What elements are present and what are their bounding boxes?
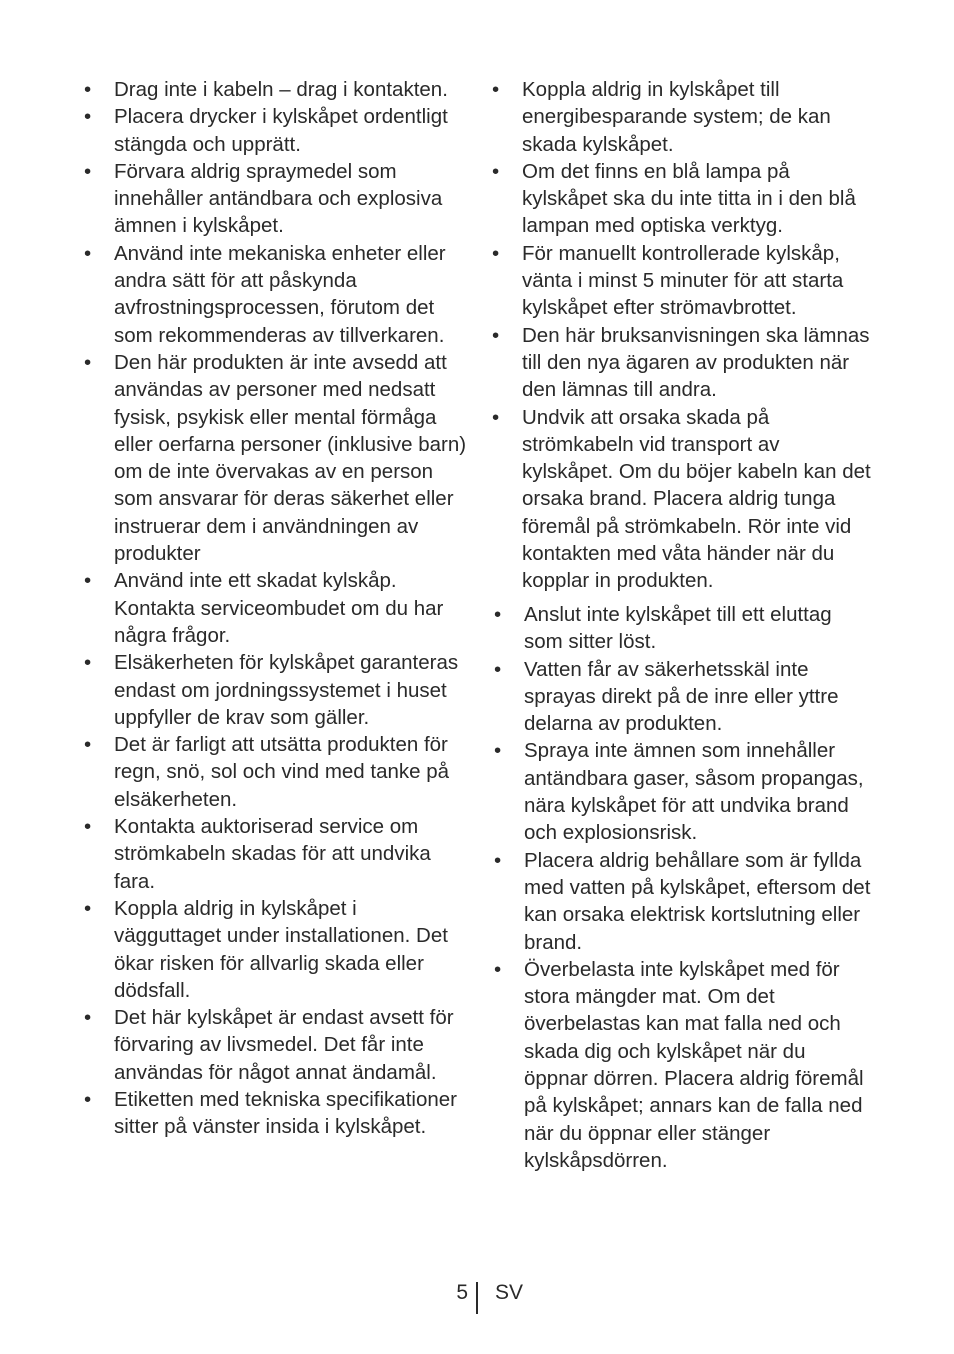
list-item-text: Det är farligt att utsätta produkten för regn, snö, sol och vind med tanke på elsäkerheten. [114, 733, 450, 811]
list-item-text: Vatten får av säkerhetsskäl inte sprayas direkt på de inre eller yttre delarna av produkten. [524, 657, 839, 736]
bullet-icon: • [494, 957, 502, 981]
bullet-icon: • [84, 896, 92, 920]
bullet-icon: • [84, 1006, 92, 1030]
page-footer [0, 1278, 954, 1318]
list-item-text: Placera drycker i kylskåpet ordentligt stängda och upprätt. [114, 105, 448, 156]
footer-divider [476, 1282, 478, 1314]
bullet-icon: • [84, 159, 92, 183]
bullet-icon: • [84, 815, 92, 839]
list-item [492, 322, 872, 404]
list-item-text: Om det finns en blå lampa på kylskåpet ska du inte titta in i den blå lampan med optiska verktyg. [522, 159, 856, 238]
bullet-icon: • [84, 733, 92, 757]
bullet-icon: • [492, 159, 500, 183]
bullet-icon: • [494, 657, 502, 681]
bullet-icon: • [84, 78, 92, 101]
list-item [492, 158, 872, 240]
left-bullet-list [84, 76, 469, 1141]
list-item [494, 601, 874, 656]
list-item-text: Koppla aldrig in kylskåpet i vägguttaget under installationen. Det ökar risken för allvarlig skada eller dödsfall. [114, 896, 448, 1002]
list-item [494, 847, 874, 956]
right-bullet-list-bottom [494, 601, 874, 1174]
list-item [494, 737, 874, 846]
list-item [84, 103, 469, 158]
list-item-text: Den här produkten är inte avsedd att användas av personer med nedsatt fysisk, psykisk eller mental förmåga eller oerfarna personer (inklusive barn) om de inte övervakas av en person som ansvarar för deras säkerhet eller instruerar dem i användningen av produkter [114, 350, 467, 566]
bullet-icon: • [84, 105, 92, 129]
list-item-text: För manuellt kontrollerade kylskåp, vänta i minst 5 minuter för att starta kylskåpet efter strömavbrottet. [522, 241, 844, 320]
list-item [84, 1004, 469, 1086]
language-code: SV [495, 1281, 524, 1304]
list-item-text: Drag inte i kabeln – drag i kontakten. [114, 78, 448, 101]
list-item [494, 956, 874, 1174]
bullet-icon: • [492, 241, 500, 265]
list-item [84, 567, 469, 649]
bullet-icon: • [494, 739, 502, 763]
list-item [84, 895, 469, 1004]
list-item-text: Använd inte mekaniska enheter eller andra sätt för att påskynda avfrostningsprocessen, förutom det som rekommenderas av tillverkaren. [114, 241, 446, 347]
list-item [84, 158, 469, 240]
page-number: 5 [456, 1281, 468, 1304]
list-item [84, 240, 469, 349]
list-item-text: Placera aldrig behållare som är fyllda med vatten på kylskåpet, eftersom det kan orsaka elektrisk kortslutning eller brand. [524, 848, 871, 954]
list-item [84, 76, 469, 103]
list-item-text: Förvara aldrig spraymedel som innehåller antändbara och explosiva ämnen i kylskåpet. [114, 159, 443, 238]
list-item [84, 731, 469, 813]
list-item [494, 656, 874, 738]
list-item [492, 76, 872, 158]
list-item-text: Använd inte ett skadat kylskåp. Kontakta serviceombudet om du har några frågor. [114, 569, 444, 647]
list-item-text: Etiketten med tekniska specifikationer sitter på vänster insida i kylskåpet. [114, 1087, 457, 1139]
right-bullet-list-top [492, 76, 872, 595]
list-item [84, 813, 469, 895]
bullet-icon: • [492, 78, 500, 101]
bullet-icon: • [494, 848, 502, 872]
list-item-text: Den här bruksanvisningen ska lämnas till den nya ägaren av produkten när den lämnas till andra. [522, 323, 870, 402]
list-item [84, 349, 469, 567]
bullet-icon: • [84, 651, 92, 675]
list-item-text: Koppla aldrig in kylskåpet till energibesparande system; de kan skada kylskåpet. [522, 78, 831, 156]
list-item-text: Anslut inte kylskåpet till ett eluttag som sitter löst. [524, 603, 832, 654]
bullet-icon: • [492, 405, 500, 429]
list-item-text: Spraya inte ämnen som innehåller antändbara gaser, såsom propangas, nära kylskåpet för att undvika brand och explosionsrisk. [524, 739, 864, 845]
bullet-icon: • [84, 569, 92, 593]
bullet-icon: • [84, 350, 92, 374]
bullet-icon: • [84, 1087, 92, 1111]
bullet-icon: • [84, 241, 92, 265]
bullet-icon: • [494, 603, 502, 626]
list-item [492, 404, 872, 595]
list-item-text: Undvik att orsaka skada på strömkabeln vid transport av kylskåpet. Om du böjer kabeln kan det orsaka brand. Placera aldrig tunga föremål på strömkabeln. Rör inte vid kontakten med våta händer när du kopplar in produkten. [522, 405, 871, 593]
list-item [492, 240, 872, 322]
list-item-text: Kontakta auktoriserad service om strömkabeln skadas för att undvika fara. [114, 815, 431, 893]
list-item-text: Överbelasta inte kylskåpet med för stora mängder mat. Om det överbelastas kan mat falla ned och skada dig och kylskåpet när du öppnar dörren. Placera aldrig föremål på kylskåpet; annars kan de falla ned när du öppnar eller stänger kylskåpsdörren. [524, 957, 864, 1172]
list-item [84, 1086, 469, 1141]
bullet-icon: • [492, 323, 500, 347]
list-item-text: Det här kylskåpet är endast avsett för förvaring av livsmedel. Det får inte användas för något annat ändamål. [114, 1006, 454, 1084]
list-item [84, 649, 469, 731]
list-item-text: Elsäkerheten för kylskåpet garanteras endast om jordningssystemet i huset uppfyller de krav som gäller. [114, 651, 459, 729]
